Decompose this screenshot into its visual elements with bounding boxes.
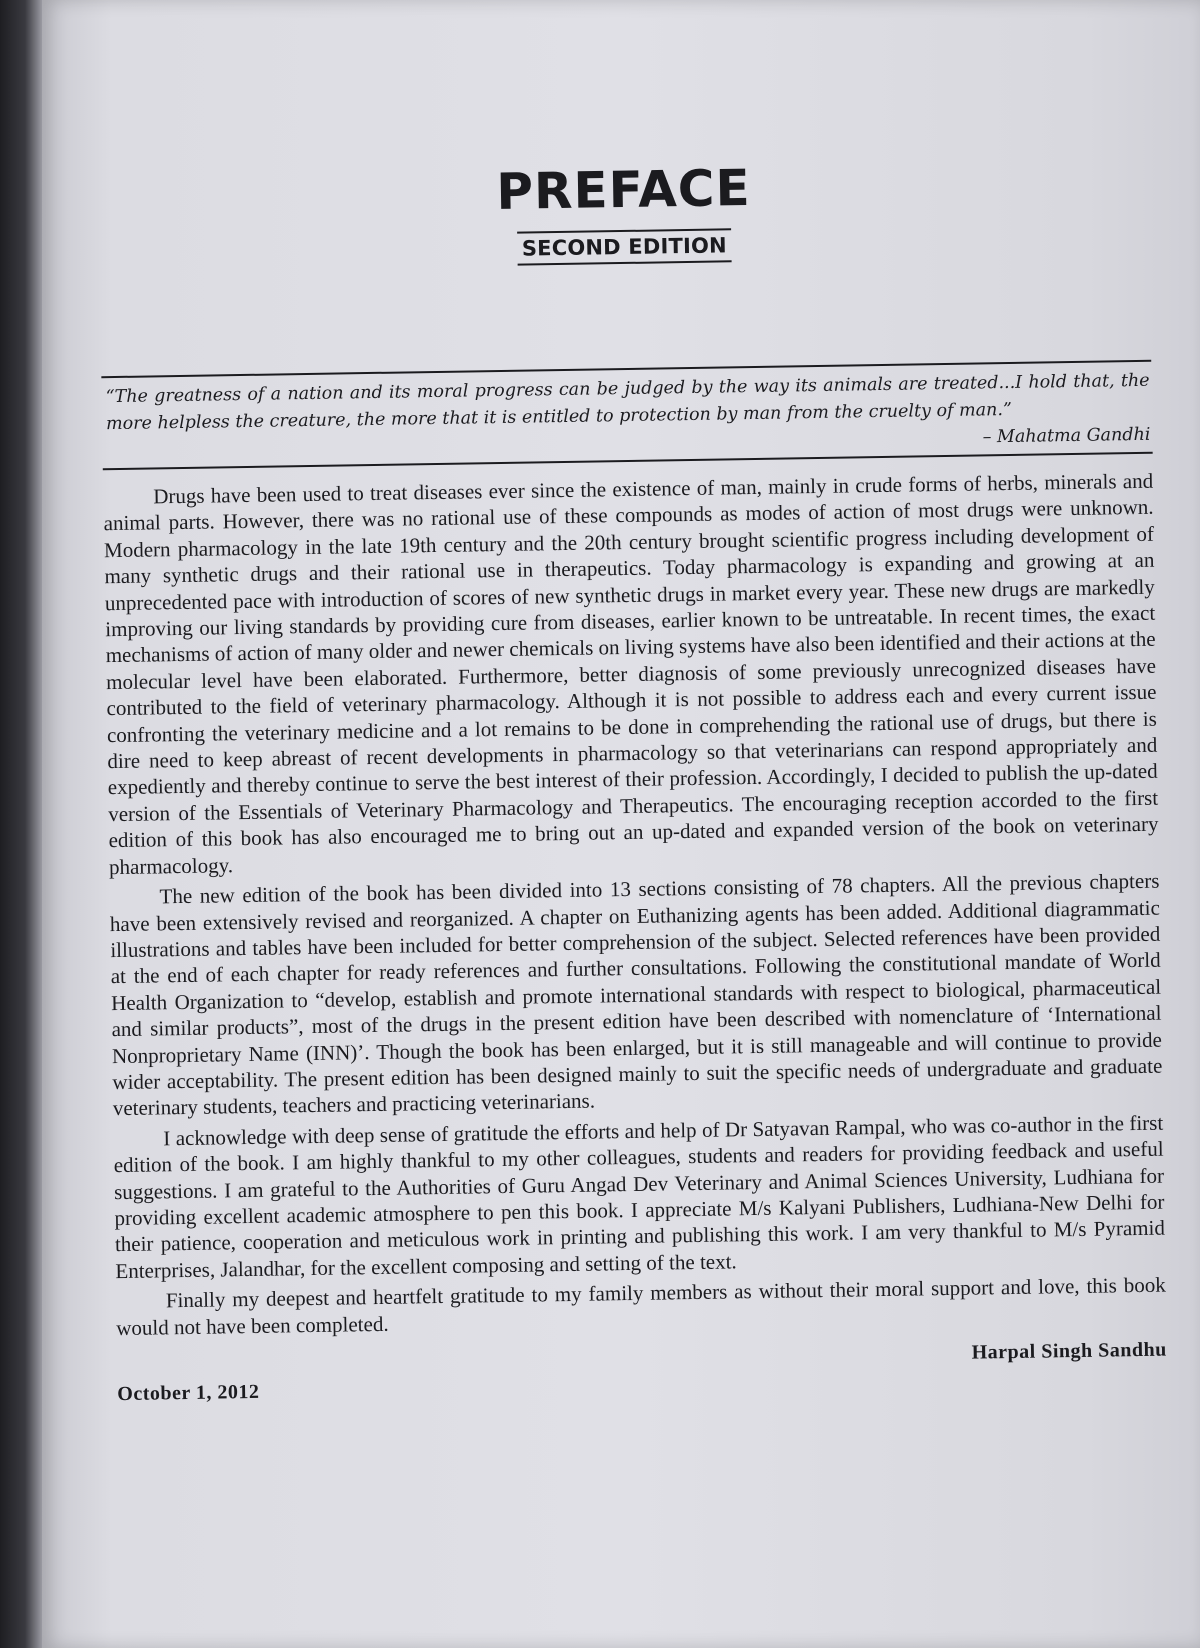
epigraph-author: – Mahatma Gandhi: [982, 424, 1151, 448]
signoff-block: [117, 1329, 1168, 1415]
page-content: [98, 152, 1167, 1415]
page-title: PREFACE: [495, 159, 752, 221]
body-paragraph-3: I acknowledge with deep sense of gratitude the efforts and help of Dr Satyavan Rampal, who was co-author in the first edition of the book. I am highly thankful to my other colleagues, students and readers for providing feedback and useful suggestions. I am grateful to the Authorities of Guru Angad Dev Veterinary and Animal Sciences University, Ludhiana for providing excellent academic atmosphere to pen this book. I appreciate M/s Kalyani Publishers, Ludhiana-New Delhi for their patience, cooperation and meticulous work in printing and publishing this work. I am very thankful to M/s Pyramid Enterprises, Jalandhar, for the excellent composing and setting of the text.: [113, 1110, 1166, 1283]
epigraph-quote: “The greatness of a nation and its moral progress can be judged by the way its animals are treated...I hold that, the more helpless the creature, the more that it is entitled to protection by man from the cruelty of man.”: [105, 370, 1150, 435]
book-page: [42, 0, 1200, 1648]
preface-date: October 1, 2012: [117, 1380, 260, 1406]
body-paragraph-2: The new edition of the book has been divided into 13 sections consisting of 78 chapters. All the previous chapters have been extensively revised and reorganized. A chapter on Euthanizing agents has been added. Additional diagrammatic illustrations and tables have been included for better comprehension of the subject. Selected references have been provided at the end of each chapter for ready references and further consultations. Following the constitutional mandate of World Health Organization to “develop, establish and promote international standards with respect to biological, pharmaceutical and similar products”, most of the drugs in the present edition have been described with nomenclature of ‘International Nonproprietary Name (INN)’. Though the book has been enlarged, but it is still manageable and will continue to provide wider acceptability. The present edition has been designed mainly to suit the specific needs of undergraduate and graduate veterinary students, teachers and practicing veterinarians.: [109, 868, 1163, 1121]
book-spine-shadow: [0, 0, 42, 1648]
subtitle-container: [99, 222, 1149, 272]
preface-body: [103, 468, 1166, 1341]
edition-subtitle: SECOND EDITION: [518, 228, 732, 265]
author-name: Harpal Singh Sandhu: [971, 1338, 1167, 1364]
epigraph-box: [101, 360, 1152, 470]
body-paragraph-1: Drugs have been used to treat diseases ever since the existence of man, mainly in crude forms of herbs, minerals and animal parts. However, there was no rational use of these compounds as modes of action of most drugs were unknown. Modern pharmacology in the late 19th century and the 20th century brought scientific progress including development of many synthetic drugs and their rational use in therapeutics. Today pharmacology is expanding and growing at an unprecedented pace with introduction of scores of new synthetic drugs in market every year. These new drugs are markedly improving our living standards by providing cure from diseases, earlier known to be untreatable. In recent times, the exact mechanisms of action of many older and newer chemicals on living systems have also been identified and their actions at the molecular level have been elaborated. Furthermore, better diagnosis of some previously unrecognized diseases have contributed to the field of veterinary pharmacology. Although it is not possible to address each and every current issue confronting the veterinary medicine and a lot remains to be done in comprehending the rational use of drugs, but there is dire need to keep abreast of recent developments in pharmacology so that veterinarians can respond appropriately and expediently and thereby continue to serve the best interest of their profession. Accordingly, I decided to publish the up-dated version of the Essentials of Veterinary Pharmacology and Therapeutics. The encouraging reception accorded to the first edition of this book has also encouraged me to bring out an up-dated and expanded version of the book on veterinary pharmacology.: [103, 468, 1159, 879]
body-paragraph-4: Finally my deepest and heartfelt gratitude to my family members as without their moral support and love, this book would not have been completed.: [116, 1272, 1166, 1340]
